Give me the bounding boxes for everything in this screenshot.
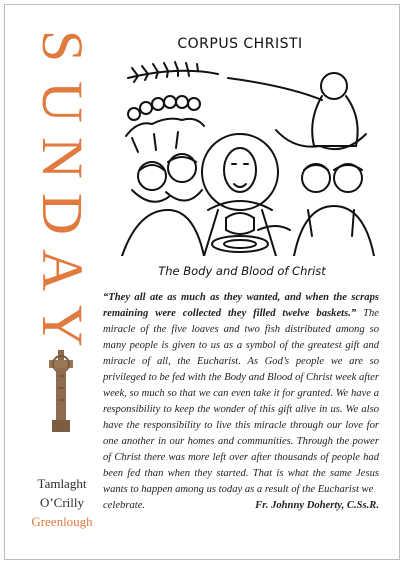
eucharist-illustration xyxy=(108,60,378,256)
signature-line xyxy=(103,498,379,514)
sunday-vertical-title xyxy=(29,18,95,354)
parish-name-ocrilly: O’Crilly xyxy=(39,495,85,510)
gospel-quote: “They all ate as much as they wanted, and when the scraps remaining were collected they filled twelve baskets.” xyxy=(103,292,379,319)
sunday-letter-a: A xyxy=(29,249,95,291)
sunday-letter-d: D xyxy=(29,193,95,235)
sunday-letter-y: Y xyxy=(29,305,95,347)
reflection-text xyxy=(103,290,379,514)
sunday-letter-n: N xyxy=(29,137,95,179)
parish-names xyxy=(8,474,116,531)
reflection-body: The miracle of the five loaves and two fish distributed among so many people is given to us as a symbol of the greatest gift and miracle of all, the Eucharist. As God’s people we are so privileged to be fed with the Body and Blood of Christ week after week, so much so that we can even take it for granted. We have a responsibility to keep the wonder of this gift alive in us. We also have the responsibility to live this miracle through our love for one another in our homes and communities. Through the power of Christ there was more left over after thousands of people had been fed than when they started. That is what the same Jesus wants to happen among us today as a result of the Eucharist we xyxy=(103,308,379,495)
artwork-subtitle: The Body and Blood of Christ xyxy=(158,264,326,278)
sunday-letter-u: U xyxy=(29,81,95,123)
reflection-last-word: celebrate. xyxy=(103,500,146,511)
author-signature: Fr. Johnny Doherty, C.Ss.R. xyxy=(255,500,379,511)
parish-name-greenlough: Greenlough xyxy=(31,514,93,529)
page-title: CORPUS CHRISTI xyxy=(177,36,303,52)
sunday-letter-s: S xyxy=(29,29,95,63)
parish-name-tamlaght: Tamlaght xyxy=(37,476,87,491)
high-cross-image xyxy=(46,348,76,434)
